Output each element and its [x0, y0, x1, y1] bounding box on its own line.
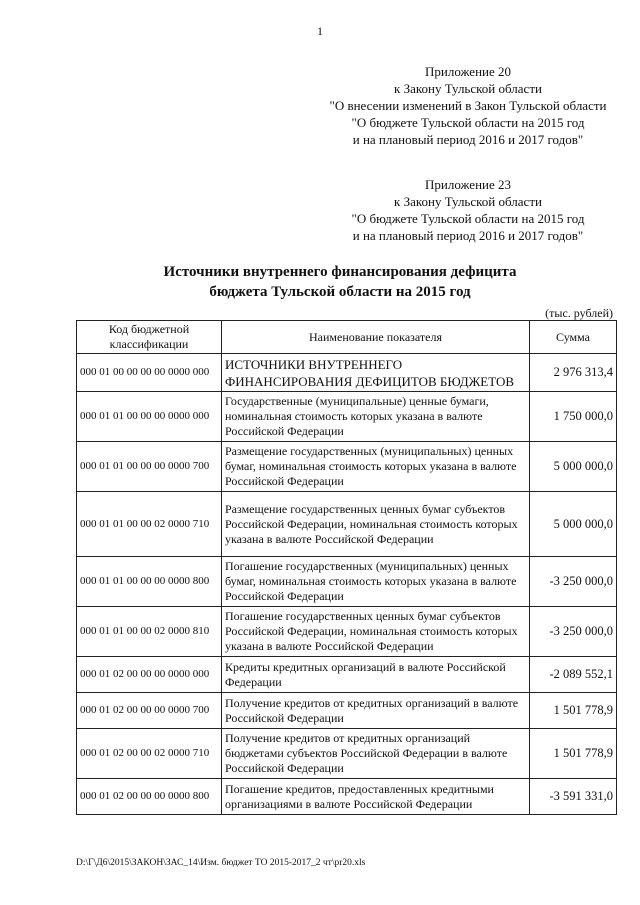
document-title [60, 262, 620, 302]
appendix-line: "О бюджете Тульской области на 2015 год [351, 115, 585, 130]
row-name: Кредиты кредитных организаций в валюте Российской Федерации [222, 657, 530, 693]
row-name: Погашение кредитов, предоставленных кредитными организациями в валюте Российской Федерации [222, 779, 530, 815]
table-row [77, 492, 617, 557]
row-code: 000 01 00 00 00 00 0000 000 [77, 354, 222, 392]
row-code: 000 01 01 00 00 00 0000 800 [77, 557, 222, 607]
header-code: Код бюджетной классификации [77, 321, 222, 354]
page-number: 1 [317, 24, 323, 38]
appendix-23-block [318, 176, 618, 244]
row-name: ИСТОЧНИКИ ВНУТРЕННЕГО ФИНАНСИРОВАНИЯ ДЕФИЦИТОВ БЮДЖЕТОВ [222, 354, 530, 392]
table-row [77, 729, 617, 779]
row-code: 000 01 01 00 00 02 0000 710 [77, 492, 222, 557]
table-row [77, 607, 617, 657]
row-code: 000 01 02 00 00 00 0000 800 [77, 779, 222, 815]
table-header-row [77, 321, 617, 354]
appendix-line: к Закону Тульской области [394, 194, 542, 209]
table-row [77, 392, 617, 442]
row-name: Государственные (муниципальные) ценные бумаги, номинальная стоимость которых указана в валюте Российской Федерации [222, 392, 530, 442]
appendix-line: Приложение 20 [424, 64, 512, 79]
row-sum: 1 501 778,9 [530, 693, 617, 729]
row-code: 000 01 01 00 00 00 0000 700 [77, 442, 222, 492]
row-sum: 5 000 000,0 [530, 492, 617, 557]
row-code: 000 01 02 00 00 00 0000 700 [77, 693, 222, 729]
row-sum: 1 501 778,9 [530, 729, 617, 779]
appendix-line: к Закону Тульской области [394, 81, 542, 96]
title-line-2: бюджета Тульской области на 2015 год [209, 284, 471, 300]
row-name: Погашение государственных ценных бумаг субъектов Российской Федерации, номинальная стоимость которых указана в валюте Российской Федерации [222, 607, 530, 657]
table-row [77, 354, 617, 392]
row-sum: -3 591 331,0 [530, 779, 617, 815]
header-sum: Сумма [530, 321, 617, 354]
title-line-1: Источники внутреннего финансирования дефицита [163, 264, 517, 280]
appendix-line: "О бюджете Тульской области на 2015 год [351, 211, 585, 226]
table-row [77, 657, 617, 693]
appendix-line: и на плановый период 2016 и 2017 годов" [352, 132, 584, 147]
row-code: 000 01 02 00 00 02 0000 710 [77, 729, 222, 779]
appendix-line: Приложение 23 [424, 177, 512, 192]
row-sum: 2 976 313,4 [530, 354, 617, 392]
row-sum: 1 750 000,0 [530, 392, 617, 442]
row-name: Погашение государственных (муниципальных) ценных бумаг, номинальная стоимость которых указана в валюте Российской Федерации [222, 557, 530, 607]
table-row [77, 779, 617, 815]
row-sum: -3 250 000,0 [530, 607, 617, 657]
row-name: Получение кредитов от кредитных организаций бюджетами субъектов Российской Федерации в валюте Российской Федерации [222, 729, 530, 779]
header-name: Наименование показателя [222, 321, 530, 354]
budget-sources-table [76, 320, 617, 815]
row-code: 000 01 01 00 00 00 0000 000 [77, 392, 222, 442]
appendix-line: "О внесении изменений в Закон Тульской области [329, 98, 607, 113]
row-name: Размещение государственных ценных бумаг субъектов Российской Федерации, номинальная стоимость которых указана в валюте Российской Федерации [222, 492, 530, 557]
row-name: Размещение государственных (муниципальных) ценных бумаг, номинальная стоимость которых указана в валюте Российской Федерации [222, 442, 530, 492]
appendix-line: и на плановый период 2016 и 2017 годов" [352, 228, 584, 243]
row-sum: -3 250 000,0 [530, 557, 617, 607]
appendix-20-block [318, 63, 618, 148]
row-sum: -2 089 552,1 [530, 657, 617, 693]
row-code: 000 01 02 00 00 00 0000 000 [77, 657, 222, 693]
units-label: (тыс. рублей) [545, 306, 613, 320]
row-name: Получение кредитов от кредитных организаций в валюте Российской Федерации [222, 693, 530, 729]
table-row [77, 442, 617, 492]
footer-file-path: D:\Г\Д6\2015\ЗАКОН\ЗАС_14\Изм. бюджет ТО 2015-2017_2 чт\pr20.xls [76, 858, 366, 868]
row-sum: 5 000 000,0 [530, 442, 617, 492]
row-code: 000 01 01 00 00 02 0000 810 [77, 607, 222, 657]
table-row [77, 693, 617, 729]
table-row [77, 557, 617, 607]
